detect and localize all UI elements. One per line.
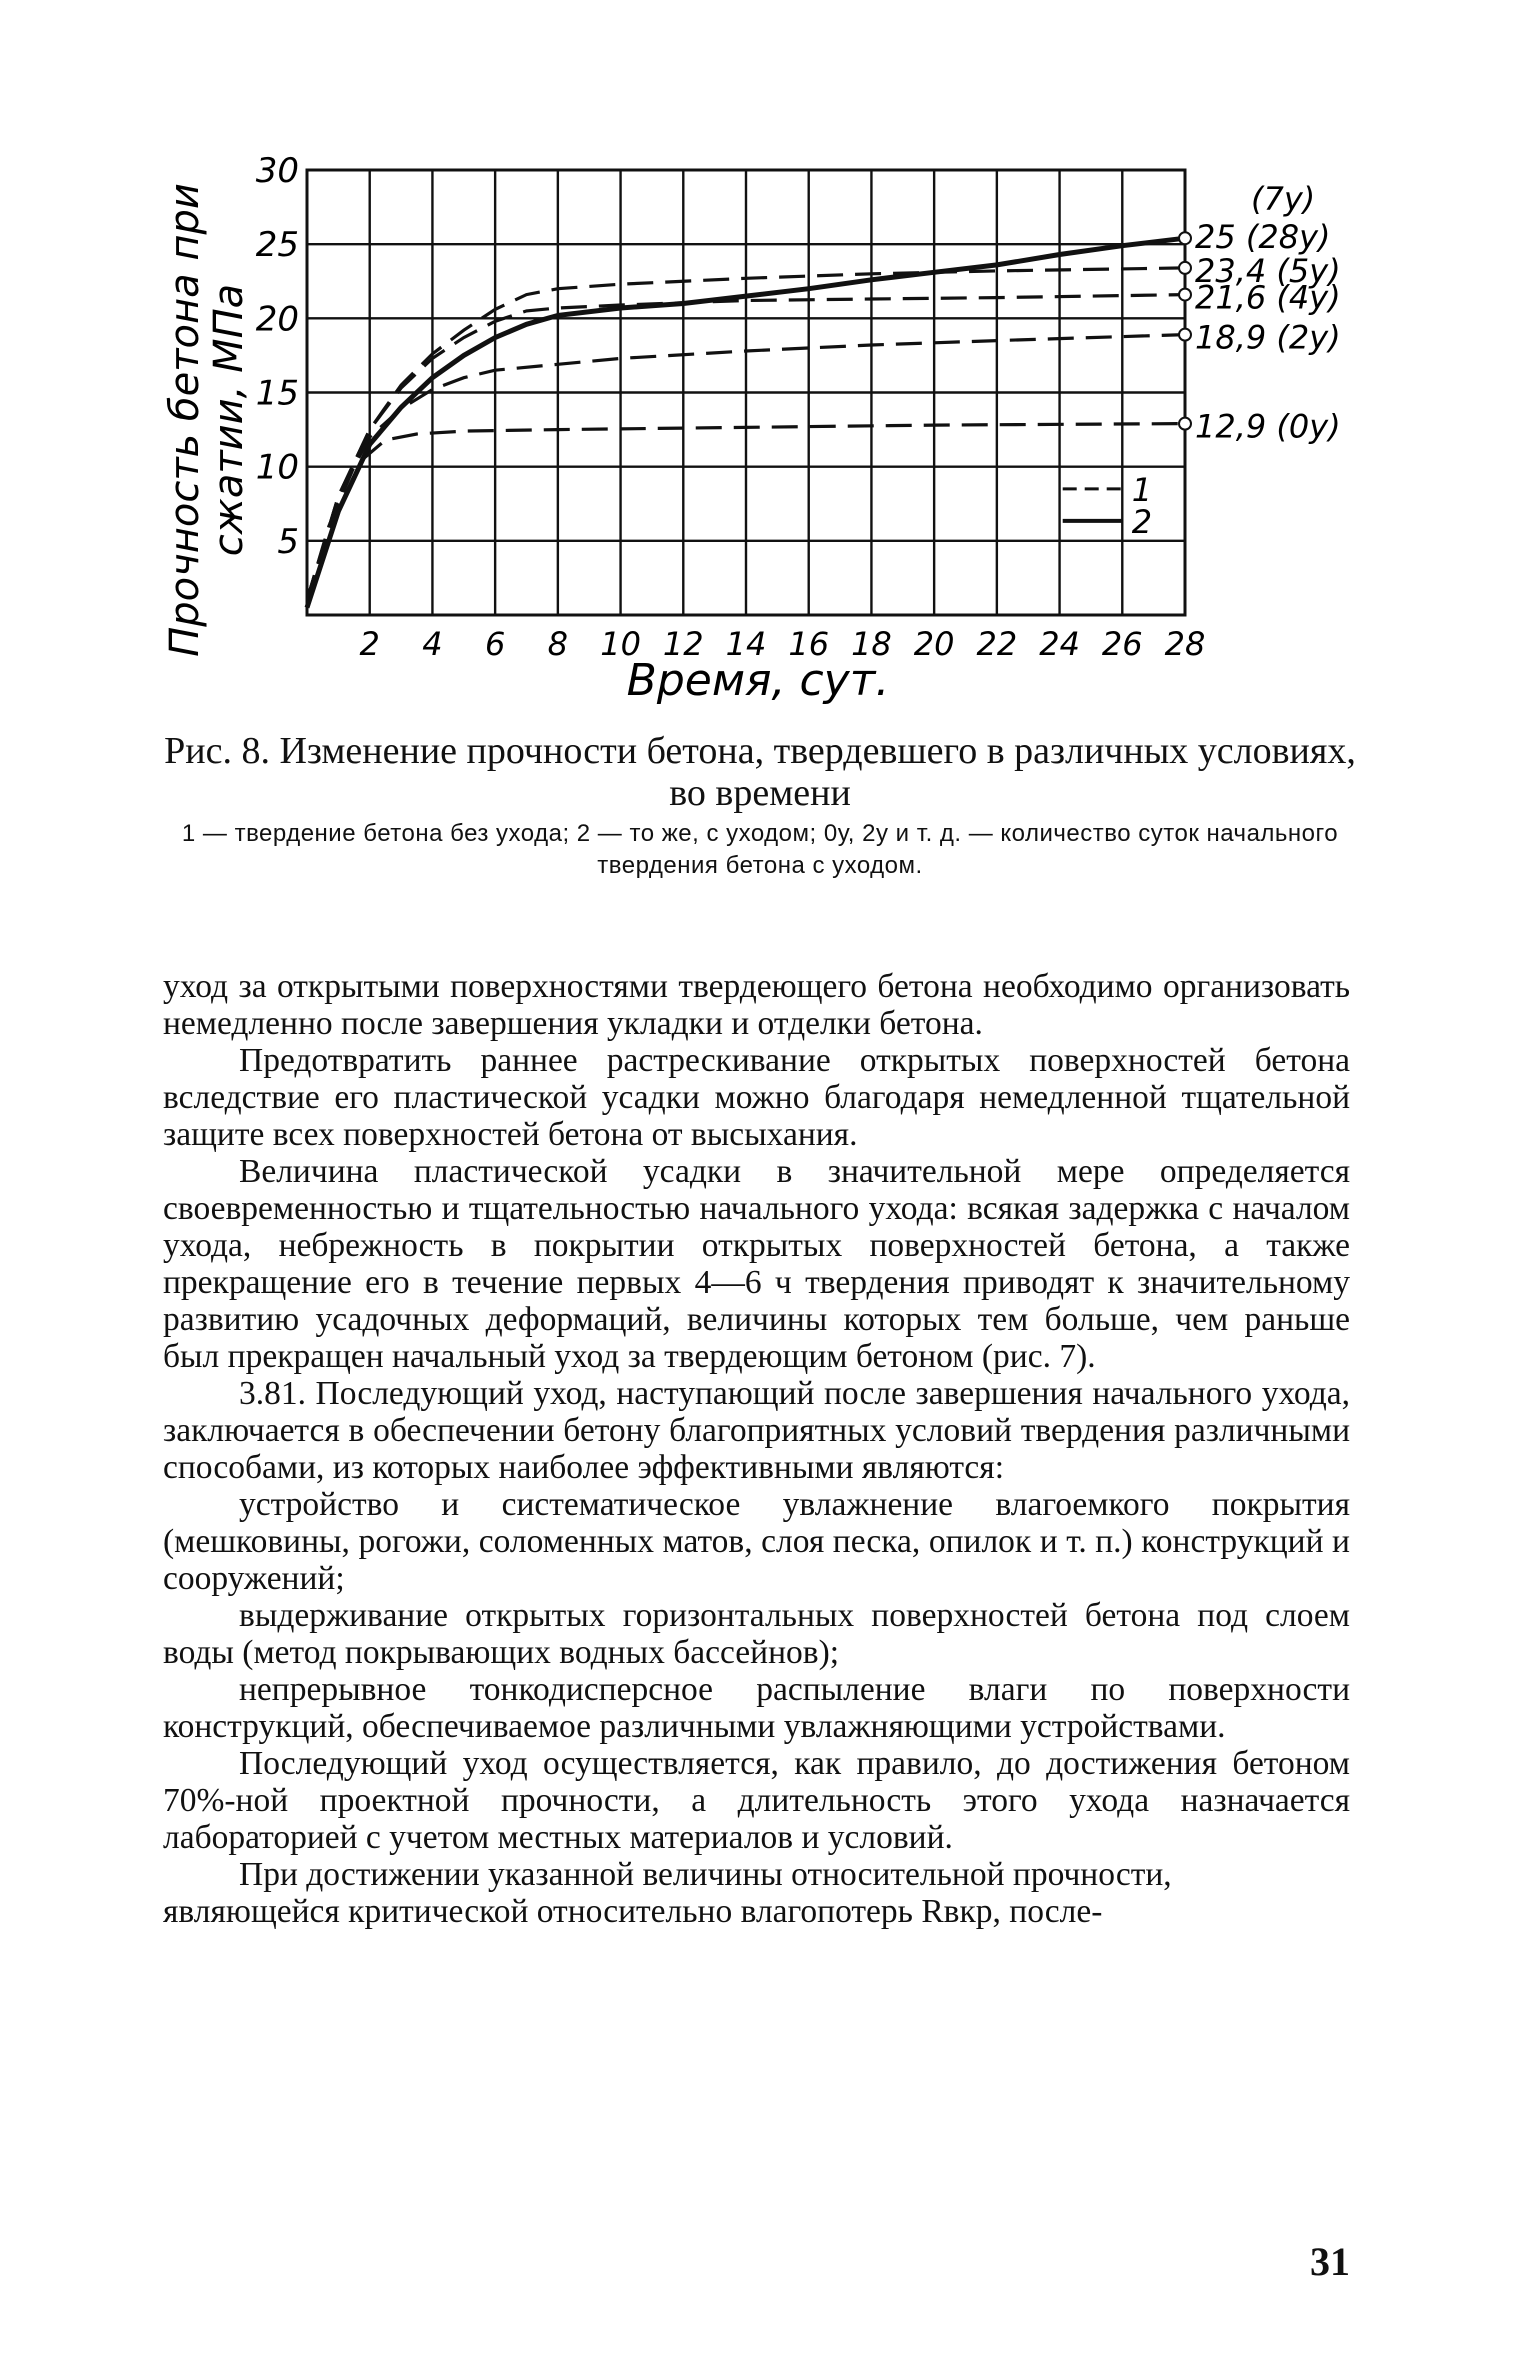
x-tick-label: 18 xyxy=(851,625,892,663)
series-end-label: 18,9 (2у) xyxy=(1195,318,1341,357)
paragraph: устройство и систематическое увлажнение влагоемкого покрытия (мешковины, рогожи, соломенных матов, слоя песка, опилок и т. п.) конструкций и сооружений; xyxy=(163,1486,1350,1597)
x-tick-label: 14 xyxy=(725,625,767,663)
x-tick-label: 16 xyxy=(788,625,830,663)
y-tick-label: 20 xyxy=(255,299,299,340)
series-end-label: 12,9 (0у) xyxy=(1195,407,1341,446)
x-tick-label: 6 xyxy=(484,625,506,663)
body-text xyxy=(163,968,1350,1930)
strength-chart xyxy=(150,150,1350,710)
paragraph: уход за открытыми поверхностями твердеющего бетона необходимо организовать немедленно после завершения укладки и отделки бетона. xyxy=(163,968,1350,1042)
x-tick-label: 28 xyxy=(1164,625,1206,663)
paragraph: выдерживание открытых горизонтальных поверхностей бетона под слоем воды (метод покрывающих водных бассейнов); xyxy=(163,1597,1350,1671)
x-tick-label: 24 xyxy=(1039,625,1080,663)
y-axis-label-line2: сжатии, МПа xyxy=(206,283,252,557)
series-extra-label: (7у) xyxy=(1251,180,1316,219)
x-tick-label: 8 xyxy=(547,625,569,663)
paragraph: Величина пластической усадки в значительной мере определяется своевременностью и тщательностью начального ухода: всякая задержка с началом ухода, небрежность в покрытии открытых поверхностей бетона, а также прекращение его в течение первых 4—6 ч твердения приводят к значительному развитию усадочных деформаций, величины которых тем больше, чем раньше был прекращен начальный уход за твердеющим бетоном (рис. 7). xyxy=(163,1153,1350,1375)
x-tick-label: 26 xyxy=(1101,625,1143,663)
paragraph: При достижении указанной величины относительной прочности, являющейся критической относительно влагопотерь Rвкр, после- xyxy=(163,1856,1172,1930)
paragraph: непрерывное тонкодисперсное распыление влаги по поверхности конструкций, обеспечиваемое различными увлажняющими устройствами. xyxy=(163,1671,1350,1745)
y-tick-label: 30 xyxy=(255,151,299,191)
x-tick-label: 20 xyxy=(913,625,955,663)
x-tick-label: 22 xyxy=(976,625,1018,663)
paragraph: Последующий уход осуществляется, как правило, до достижения бетоном 70%-ной проектной прочности, а длительность этого ухода назначается лабораторией с учетом местных материалов и условий. xyxy=(163,1745,1350,1856)
series-end-marker xyxy=(1179,262,1191,274)
x-tick-label: 2 xyxy=(359,625,380,663)
y-tick-label: 25 xyxy=(255,225,299,266)
paragraph: 3.81. Последующий уход, наступающий после завершения начального ухода, заключается в обеспечении бетону благоприятных условий твердения различными способами, из которых наиболее эффективными являются: xyxy=(163,1375,1350,1486)
y-tick-label: 15 xyxy=(255,373,299,414)
series-end-label: 23,4 (5у) xyxy=(1195,251,1341,290)
y-tick-label: 10 xyxy=(255,447,299,488)
page-number: 31 xyxy=(1310,2239,1350,2284)
legend-label: 1 xyxy=(1131,470,1153,509)
series-end-marker xyxy=(1179,232,1191,244)
series-end-marker xyxy=(1179,289,1191,301)
figure-legend: 1 — твердение бетона без ухода; 2 — то же, с уходом; 0у, 2у и т. д. — количество суток начального твердения бетона с уходом. xyxy=(181,820,1339,879)
x-axis-label: Время, сут. xyxy=(626,655,890,706)
figure-caption: Рис. 8. Изменение прочности бетона, твердевшего в различных условиях, во времени xyxy=(164,730,1356,814)
x-tick-label: 12 xyxy=(662,625,704,663)
paragraph: Предотвратить раннее растрескивание открытых поверхностей бетона вследствие его пластической усадки можно благодаря немедленной тщательной защите всех поверхностей бетона от высыхания. xyxy=(163,1042,1350,1153)
series-end-marker xyxy=(1179,418,1191,430)
chart-legend xyxy=(1063,471,1152,541)
legend-label: 2 xyxy=(1131,502,1153,541)
series-end-label: 21,6 (4у) xyxy=(1195,278,1341,317)
y-tick-label: 5 xyxy=(277,521,299,562)
series-end-marker xyxy=(1179,329,1191,341)
series-end-label: 25 (28у) xyxy=(1195,218,1331,257)
chart-grid xyxy=(307,170,1185,615)
y-tick-labels xyxy=(256,151,299,562)
x-tick-label: 10 xyxy=(600,625,641,663)
x-tick-label: 4 xyxy=(422,625,443,663)
y-axis-label-line1: Прочность бетона при xyxy=(162,183,208,657)
series-end-labels xyxy=(1195,180,1341,445)
